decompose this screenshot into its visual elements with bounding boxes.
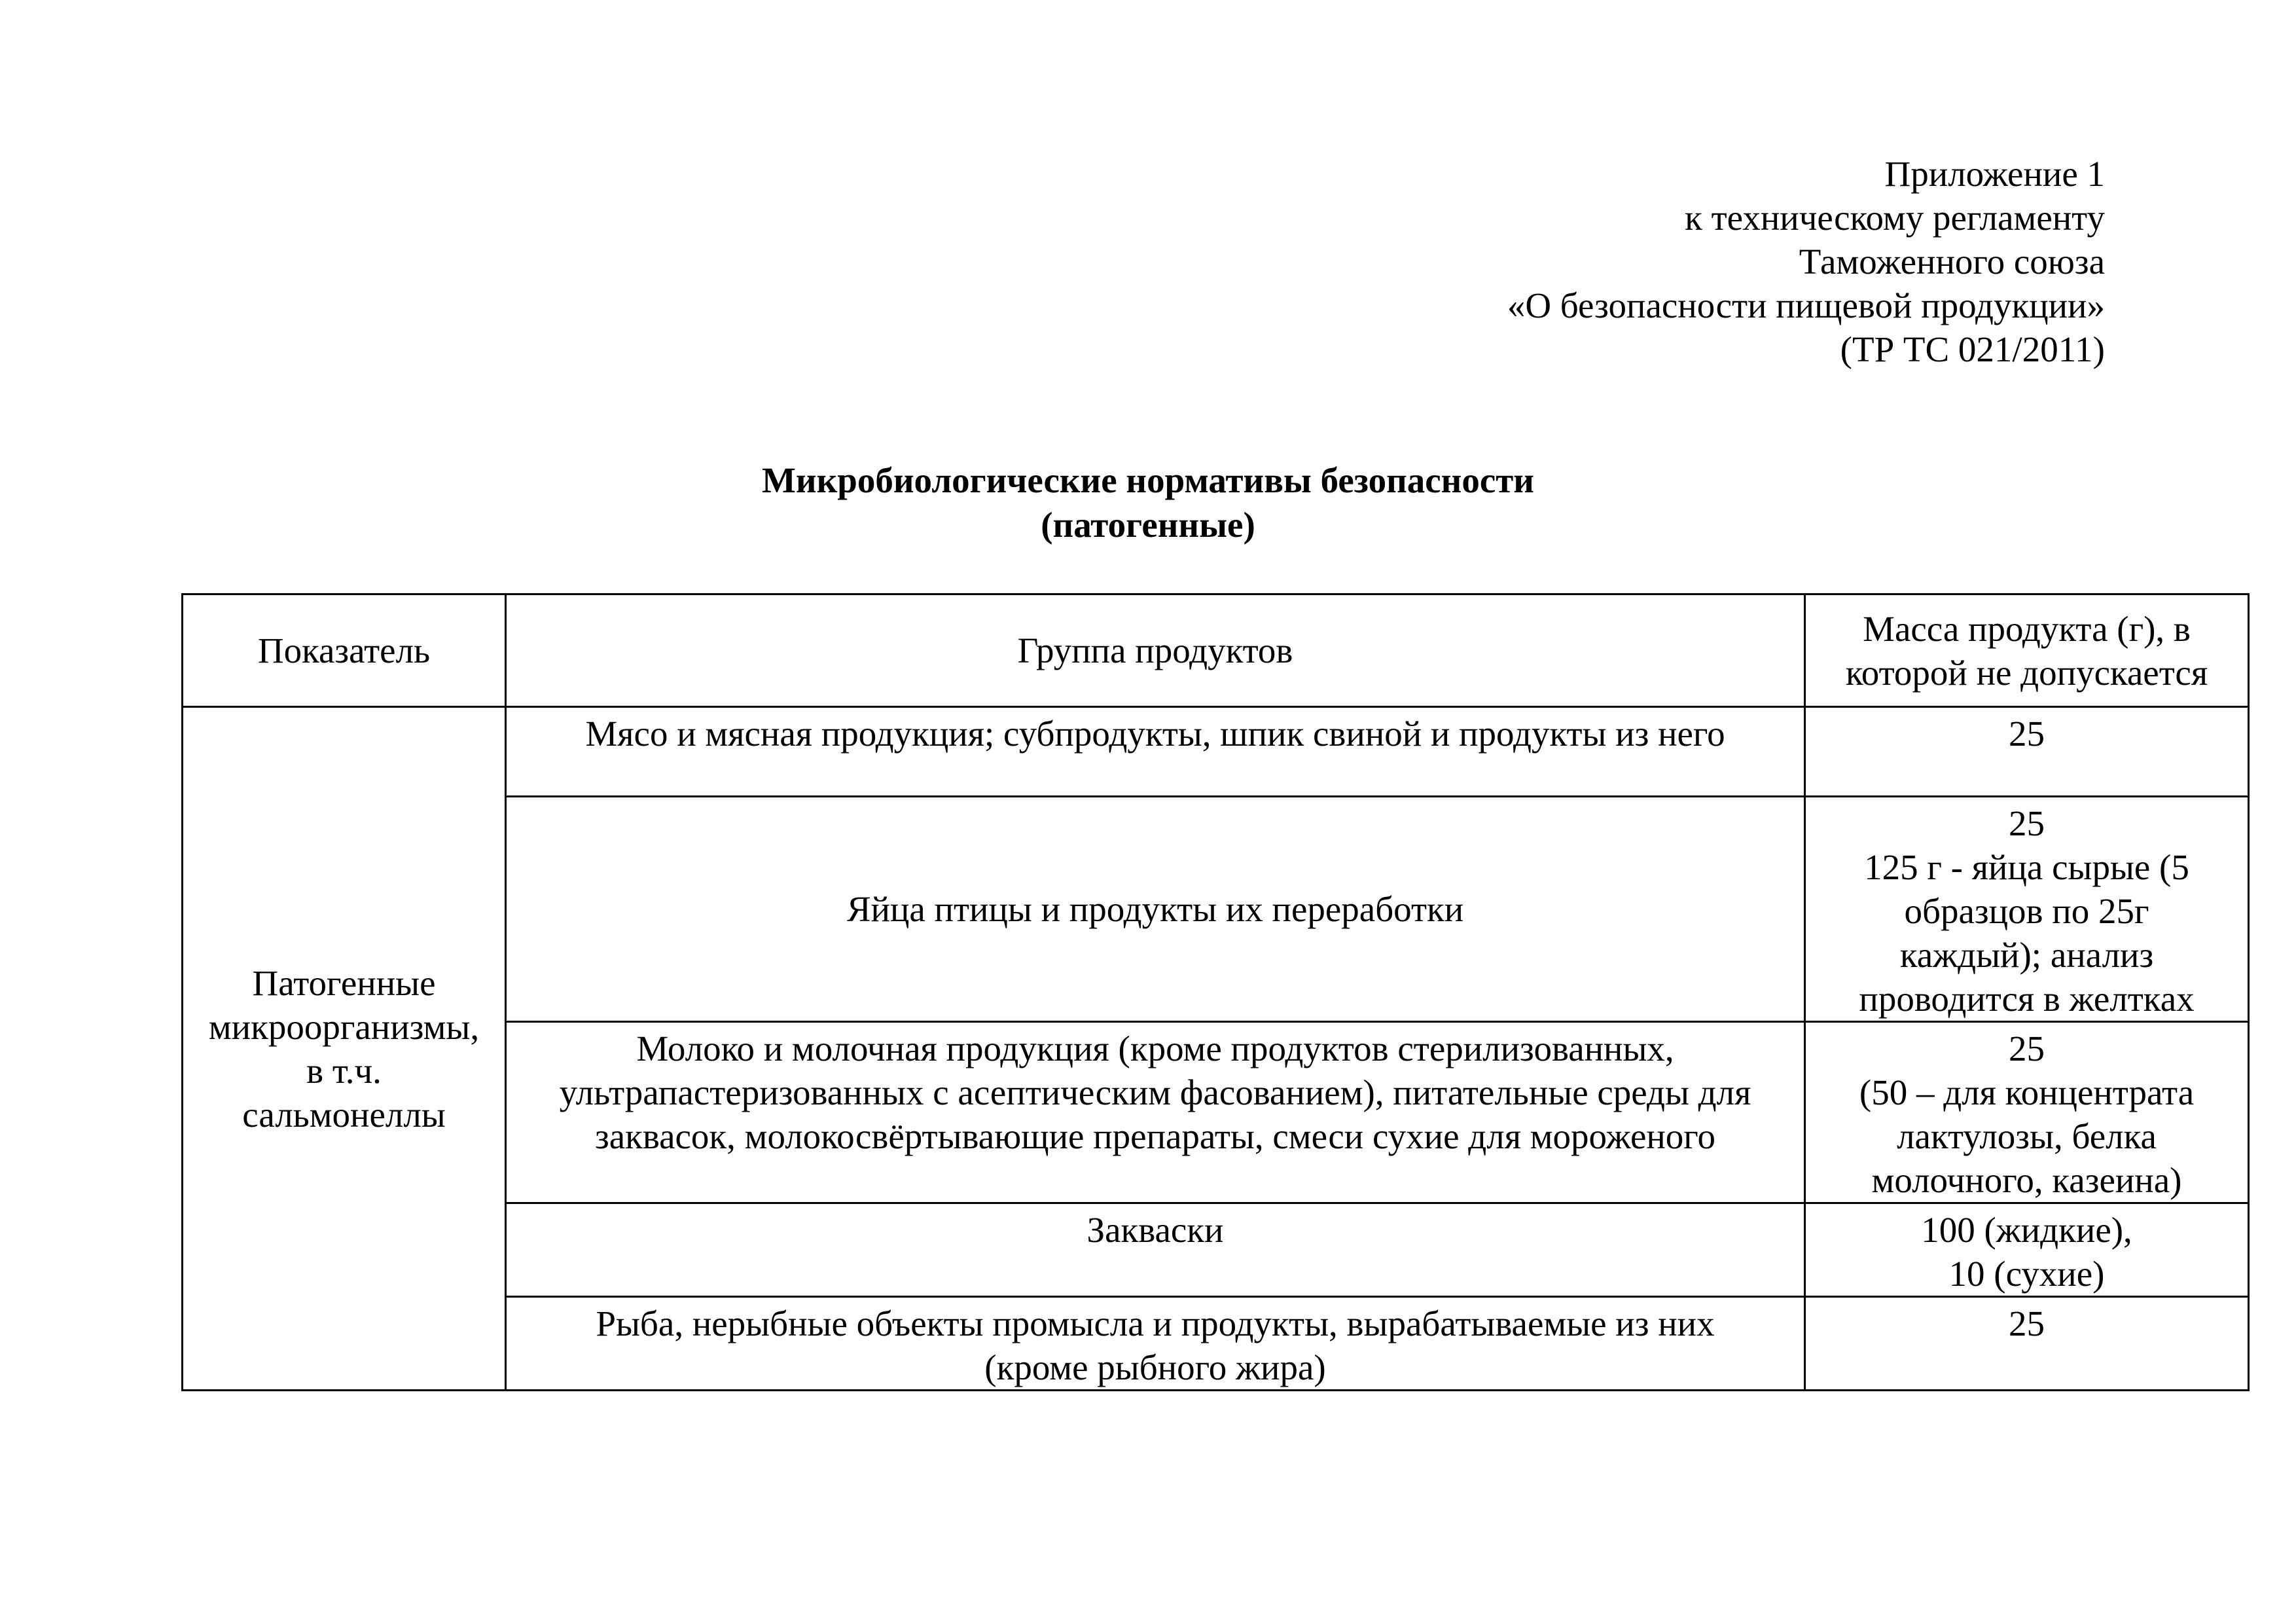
indicator-line: сальмонеллы	[242, 1094, 446, 1135]
product-group-cell	[506, 707, 1805, 797]
mass-line: каждый); анализ	[1899, 935, 2154, 975]
indicator-cell	[183, 707, 506, 1391]
appendix-regulation-code: (ТР ТС 021/2011)	[1840, 329, 2105, 369]
product-group-line: Закваски	[1086, 1210, 1224, 1250]
norms-table	[181, 593, 2250, 1391]
appendix-reference-line: Таможенного союза	[1799, 242, 2105, 282]
product-group-cell	[506, 797, 1805, 1022]
mass-line: 25	[2009, 803, 2045, 843]
product-group-line: (кроме рыбного жира)	[984, 1347, 1326, 1387]
header-product-group: Группа продуктов	[506, 594, 1805, 707]
document-subtitle: (патогенные)	[1041, 505, 1255, 545]
product-group-line: Яйца птицы и продукты их переработки	[846, 889, 1464, 929]
indicator-line: в т.ч.	[306, 1050, 382, 1091]
table-header-row	[183, 594, 2249, 707]
product-group-line: ультрапастеризованных с асептическим фасованием), питательные среды для	[559, 1072, 1751, 1112]
mass-line: образцов по 25г	[1904, 891, 2149, 931]
mass-line: (50 – для концентрата	[1859, 1072, 2195, 1112]
mass-line: 125 г - яйца сырые (5	[1864, 847, 2189, 887]
mass-line: 25	[2009, 1304, 2045, 1343]
document-title	[0, 458, 2296, 547]
header-mass-line: которой не допускается	[1845, 652, 2208, 693]
appendix-reference-line: к техническому регламенту	[1685, 198, 2105, 238]
product-group-line: Молоко и молочная продукция (кроме продуктов стерилизованных,	[636, 1029, 1674, 1068]
product-group-line: Мясо и мясная продукция; субпродукты, шпик свиной и продукты из него	[585, 714, 1725, 754]
appendix-header	[1507, 152, 2105, 371]
header-mass-line: Масса продукта (г), в	[1863, 608, 2191, 649]
mass-line: 25	[2009, 714, 2045, 754]
header-indicator: Показатель	[183, 594, 506, 707]
product-group-line: заквасок, молокосвёртывающие препараты, смеси сухие для мороженого	[595, 1116, 1715, 1156]
product-group-line: Рыба, нерыбные объекты промысла и продукты, вырабатываемые из них	[596, 1304, 1715, 1343]
indicator-line: Патогенные	[252, 962, 436, 1003]
mass-cell	[1805, 1022, 2249, 1203]
appendix-number: Приложение 1	[1884, 154, 2105, 194]
product-group-cell	[506, 1022, 1805, 1203]
mass-line: 25	[2009, 1029, 2045, 1068]
mass-line: лактулозы, белка	[1897, 1116, 2157, 1156]
mass-line: 10 (сухие)	[1948, 1254, 2105, 1294]
mass-line: проводится в желтках	[1859, 979, 2195, 1019]
header-mass	[1805, 594, 2249, 707]
mass-cell	[1805, 707, 2249, 797]
indicator-line: микроорганизмы,	[208, 1006, 480, 1047]
document-title-line: Микробиологические нормативы безопасности	[761, 460, 1534, 500]
mass-line: молочного, казеина)	[1871, 1160, 2182, 1200]
product-group-cell	[506, 1203, 1805, 1297]
mass-line: 100 (жидкие),	[1921, 1210, 2132, 1250]
appendix-regulation-name: «О безопасности пищевой продукции»	[1507, 285, 2105, 325]
mass-cell	[1805, 797, 2249, 1022]
product-group-cell	[506, 1297, 1805, 1391]
table-row	[183, 707, 2249, 797]
mass-cell	[1805, 1297, 2249, 1391]
mass-cell	[1805, 1203, 2249, 1297]
